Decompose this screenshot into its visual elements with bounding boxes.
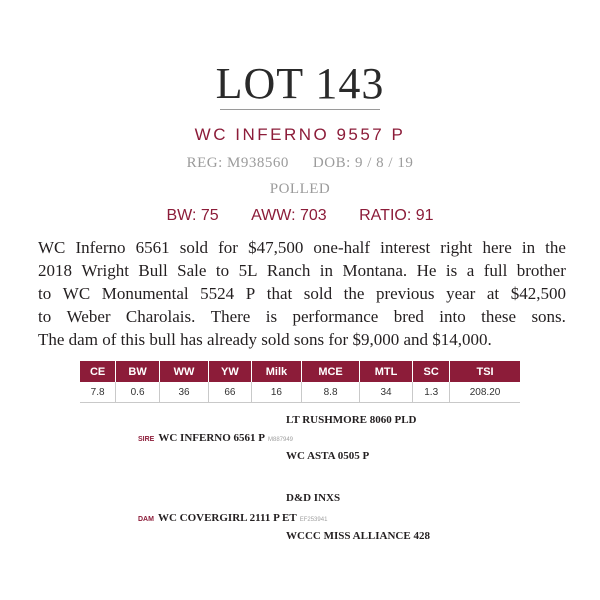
birth-weight: BW: 75 — [166, 207, 219, 224]
bull-name: WC INFERNO 9557 P — [194, 125, 406, 144]
epd-header: Milk — [251, 361, 302, 382]
epd-table — [80, 361, 520, 403]
sire-dam-name: WC ASTA 0505 P — [286, 450, 370, 462]
epd-value-row — [80, 382, 520, 403]
epd-value: 1.3 — [413, 382, 450, 403]
epd-header: MTL — [359, 361, 412, 382]
sire-entry — [138, 432, 293, 444]
epd-header: SC — [413, 361, 450, 382]
description-line-last: The dam of this bull has already sold sons for $9,000 and $14,000. — [38, 330, 492, 349]
adjusted-weaning-weight: AWW: 703 — [251, 207, 327, 224]
dam-dam-name: WCCC MISS ALLIANCE 428 — [286, 530, 430, 542]
sire-name: WC INFERNO 6561 P — [158, 432, 265, 444]
epd-value: 66 — [209, 382, 251, 403]
epd-header: TSI — [450, 361, 520, 382]
dam-sire-name: D&D INXS — [286, 492, 341, 504]
epd-value: 0.6 — [116, 382, 160, 403]
title-divider — [220, 109, 380, 110]
lot-description — [38, 236, 566, 351]
registration-line — [0, 155, 600, 172]
epd-value: 8.8 — [302, 382, 360, 403]
dam-entry — [138, 512, 327, 524]
epd-header-row — [80, 361, 520, 382]
epd-value: 36 — [159, 382, 208, 403]
sire-tag: SIRE — [138, 436, 155, 443]
weight-summary — [0, 207, 600, 225]
description-line: to WC Monumental 5524 P that sold the previous year at $42,500 — [38, 284, 566, 303]
sire-sire-name: LT RUSHMORE 8060 PLD — [286, 414, 417, 426]
lot-title: LOT 143 — [215, 59, 385, 108]
description-line: to Weber Charolais. There is performance bred into these sons. — [38, 307, 566, 326]
weaning-ratio: RATIO: 91 — [359, 207, 434, 224]
epd-value: 34 — [359, 382, 412, 403]
epd-header: BW — [116, 361, 160, 382]
dam-name: WC COVERGIRL 2111 P ET — [157, 512, 297, 524]
epd-value: 208.20 — [450, 382, 520, 403]
date-of-birth: DOB: 9 / 8 / 19 — [312, 155, 414, 171]
epd-header: CE — [80, 361, 116, 382]
epd-header: MCE — [302, 361, 360, 382]
epd-value: 16 — [251, 382, 302, 403]
epd-value: 7.8 — [80, 382, 116, 403]
description-line: 2018 Wright Bull Sale to 5L Ranch in Montana. He is a full brother — [38, 261, 566, 280]
sire-registration: M887949 — [267, 437, 294, 443]
epd-header: YW — [209, 361, 251, 382]
polled-label: POLLED — [269, 181, 331, 197]
dam-registration: EF253941 — [299, 517, 328, 523]
dam-tag: DAM — [138, 516, 154, 523]
epd-header: WW — [159, 361, 208, 382]
registration-number: REG: M938560 — [186, 155, 289, 171]
description-line: WC Inferno 6561 sold for $47,500 one-half interest right here in the — [38, 238, 566, 257]
